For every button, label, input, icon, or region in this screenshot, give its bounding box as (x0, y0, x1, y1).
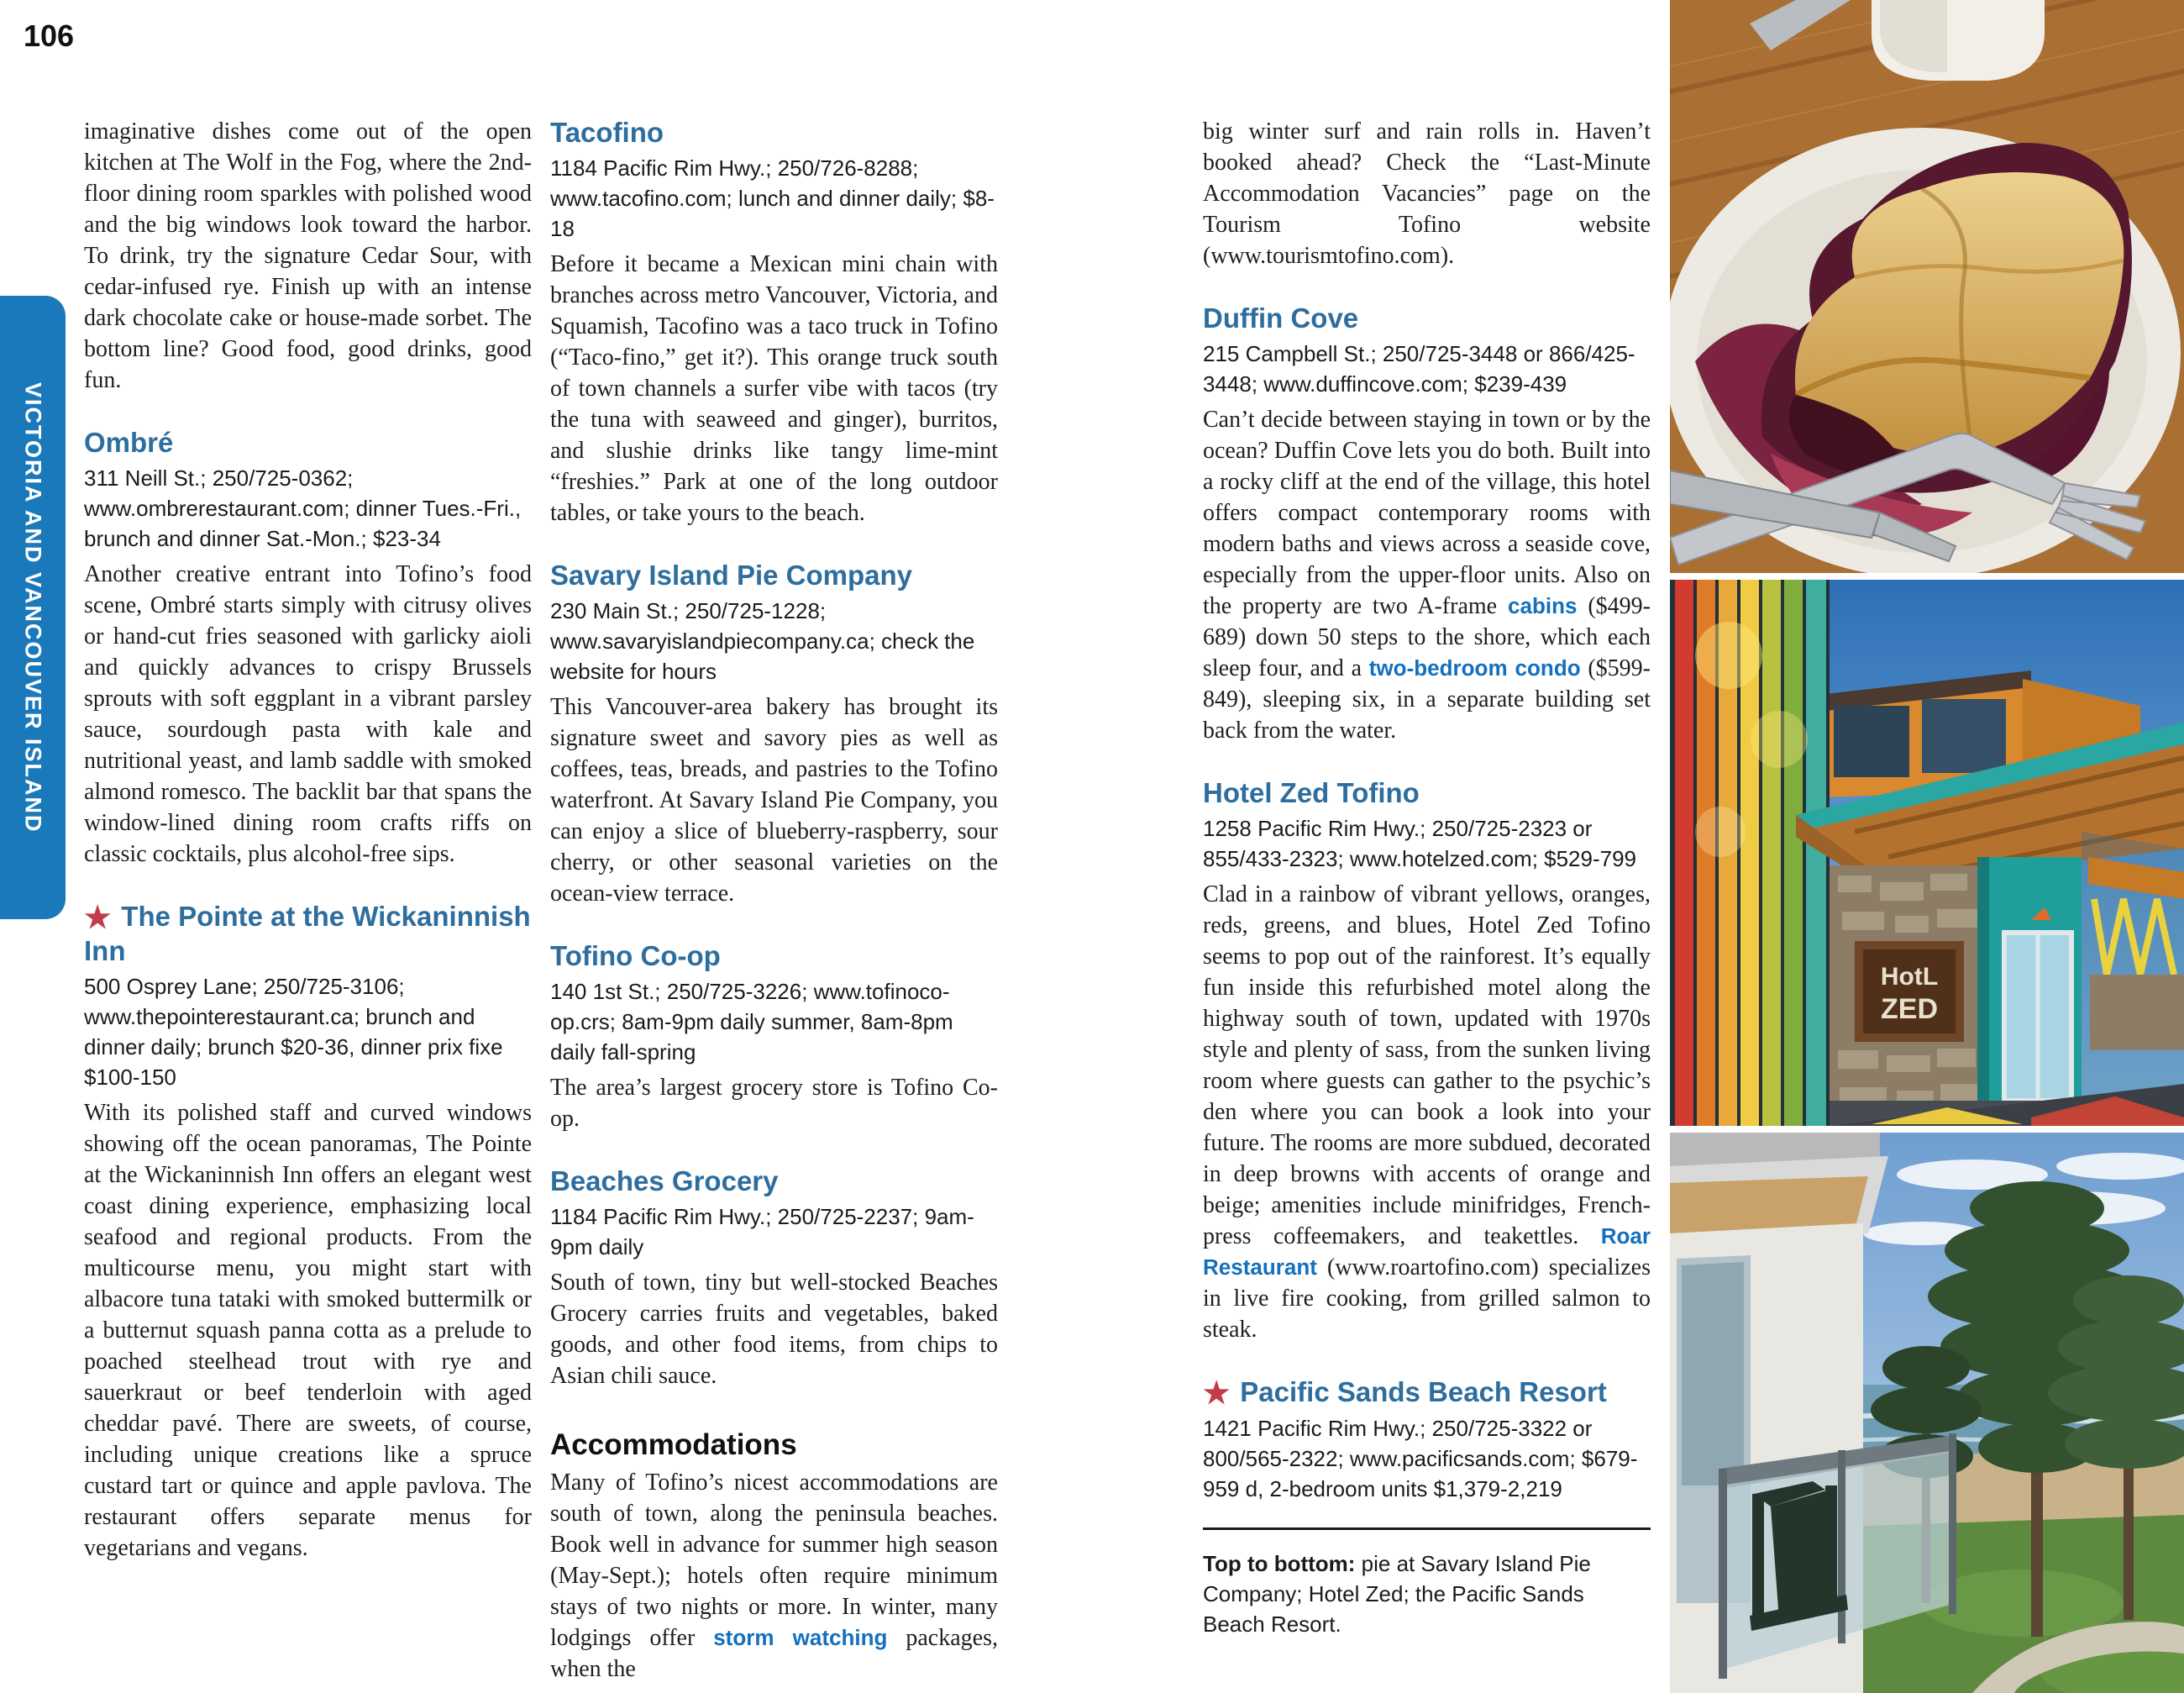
listing-title (1203, 776, 1651, 810)
far-wing (2082, 832, 2184, 1126)
listing-pacific-sands (1203, 1375, 1651, 1504)
listing-ombre (84, 426, 532, 870)
photo-strip (1670, 0, 2184, 1693)
listing-body: Can’t decide between staying in town or by the ocean? Duffin Cove lets you do both. Built into a rocky cliff at the end of the village, this hotel offers compact contemporary rooms with modern baths and views across a seaside cove, especially from the upper-floor units. Also on the property are two A-frame cabins ($499-689) down 50 steps to the shore, which each sleep four, and a two-bedroom condo ($599-849), sleeping six, in a separate building set back from the water. (1203, 407, 1651, 744)
hotel-zed-illustration (1670, 580, 2184, 1126)
listing-details: 1421 Pacific Rim Hwy.; 250/725-3322 or 800/565-2322; www.pacificsands.com; $679-959 d, 2-bedroom units $1,379-2,219 (1203, 1416, 1638, 1501)
listing-title-text: Pacific Sands Beach Resort (1240, 1376, 1607, 1407)
listing-details: 1184 Pacific Rim Hwy.; 250/725-2237; 9am-9pm daily (550, 1204, 974, 1259)
chapter-tab-label: VICTORIA AND VANCOUVER ISLAND (20, 381, 46, 833)
stone-wall (1830, 865, 1989, 1126)
continued-paragraph: imaginative dishes come out of the open kitchen at The Wolf in the Fog, where the 2nd-floor dining room sparkles with polished wood and the big windows look toward the harbor. To drink, try the signature Cedar Sour, with cedar-infused rye. Finish up with an intense dark chocolate cake or house-made sorbet. The bottom line? Good food, good drinks, good fun. (84, 118, 532, 393)
listing-title (84, 900, 532, 968)
listing-title-text: Hotel Zed Tofino (1203, 777, 1420, 808)
star-icon: ★ (1203, 1375, 1231, 1410)
listing-body: This Vancouver-area bakery has brought its signature sweet and savory pies as well as coffees, teas, breads, and pastries to the Tofino waterfront. At Savary Island Pie Company, you can enjoy a slice of blueberry-raspberry, sour cherry, or other seasonal varieties on the ocean-view terrace. (550, 694, 998, 907)
photo-caption: Top to bottom: pie at Savary Island Pie Company; Hotel Zed; the Pacific Sands Beach Resort. (1203, 1551, 1591, 1637)
listing-details: 311 Neill St.; 250/725-0362; www.ombrerestaurant.com; dinner Tues.-Fri., brunch and dinner Sat.-Mon.; $23-34 (84, 465, 522, 551)
listing-title (550, 939, 998, 973)
listing-title-text: Savary Island Pie Company (550, 560, 913, 591)
continued-paragraph: big winter surf and rain rolls in. Haven’t booked ahead? Check the “Last-Minute Accommodation Vacancies” page on the Tourism Tofino website (www.tourismtofino.com). (1203, 118, 1651, 269)
text-column-2 (550, 116, 998, 1685)
listing-savary-island-pie (550, 559, 998, 909)
listing-details: 1184 Pacific Rim Hwy.; 250/726-8288; www.tacofino.com; lunch and dinner daily; $8-18 (550, 155, 995, 241)
listing-details: 1258 Pacific Rim Hwy.; 250/725-2323 or 855/433-2323; www.hotelzed.com; $529-799 (1203, 816, 1637, 871)
coffee-cup (1872, 0, 2045, 81)
listing-body: The area’s largest grocery store is Tofino Co-op. (550, 1075, 998, 1132)
listing-body: With its polished staff and curved windows showing off the ocean panoramas, The Pointe at the Wickaninnish Inn offers an elegant west coast dining experience, emphasizing local seafood and regional products. From the multicourse menu, you might start with albacore tuna tataki with smoked buttermilk or a butternut squash panna cotta as a prelude to poached steelhead trout with rye and sauerkraut or beef tenderloin with aged cheddar pavé. There are sweets, of course, including unique creations like a spruce custard tart or quince and apple pavlova. The restaurant offers separate menus for vegetarians and vegans. (84, 1100, 532, 1561)
listing-title-text: The Pointe at the Wickaninnish Inn (84, 901, 531, 966)
chapter-tab (0, 296, 66, 919)
listing-title (84, 426, 532, 460)
hotel-zed-photo (1670, 580, 2184, 1126)
listing-pointe-wickaninnish (84, 900, 532, 1564)
listing-body: South of town, tiny but well-stocked Beaches Grocery carries fruits and vegetables, baked goods, and other food items, from chips to Asian chili sauce. (550, 1270, 998, 1389)
listing-body: Clad in a rainbow of vibrant yellows, oranges, reds, greens, and blues, Hotel Zed Tofino seems to pop out of the rainforest. It’s equally fun inside this refurbished motel along the highway south of town, updated with 1970s style and plenty of sass, from the sunken living room where guests can gather to the psychic’s den where you can book a look into your future. The rooms are more subdued, decorated in deep browns with accents of orange and beige; amenities include minifridges, French-press coffeemakers, and teakettles. Roar Restaurant (www.roartofino.com) specializes in live fire cooking, from grilled salmon to steak. (1203, 881, 1651, 1343)
star-icon: ★ (84, 900, 112, 934)
listing-title (550, 559, 998, 592)
text-column-1 (84, 116, 532, 1564)
caption-divider (1203, 1527, 1651, 1530)
page-number: 106 (24, 18, 75, 53)
listing-details: 140 1st St.; 250/725-3226; www.tofinoco-op.crs; 8am-9pm daily summer, 8am-8pm daily fall-spring (550, 979, 953, 1065)
svg-text:ZED: ZED (1881, 993, 1938, 1025)
listing-title (1203, 1375, 1651, 1410)
listing-title-text: Beaches Grocery (550, 1165, 779, 1196)
pacific-sands-photo (1670, 1133, 2184, 1693)
listing-title-text: Tacofino (550, 117, 664, 148)
svg-text:HotL: HotL (1880, 963, 1939, 991)
listing-duffin-cove (1203, 302, 1651, 746)
listing-details: 215 Campbell St.; 250/725-3448 or 866/425-3448; www.duffincove.com; $239-439 (1203, 341, 1635, 397)
listing-details: 500 Osprey Lane; 250/725-3106; www.thepointerestaurant.ca; brunch and dinner daily; brunch $20-36, dinner prix fixe $100-150 (84, 974, 503, 1090)
accommodations-paragraph: Many of Tofino’s nicest accommodations are south of town, along the peninsula beaches. Book well in advance for summer high season (May-Sept.); hotels often require minimum stays of two nights or more. In winter, many lodgings offer storm watching packages, when the (550, 1470, 998, 1682)
listing-tofino-coop (550, 939, 998, 1134)
rainbow-facade (1670, 580, 1830, 1126)
hotel-zed-sign (1855, 941, 1964, 1042)
listing-body: Another creative entrant into Tofino’s food scene, Ombré starts simply with citrusy olives or hand-cut fries seasoned with garlicky aioli and quickly advances to crispy Brussels sprouts with soft eggplant in a vibrant parsley sauce, sourdough pasta with kale and nutritional yeast, and lamb saddle with smoked almond romesco. The backlit bar that spans the window-lined dining room crafts riffs on classic cocktails, plus alcohol-free sips. (84, 561, 532, 867)
listing-details: 230 Main St.; 250/725-1228; www.savaryislandpiecompany.ca; check the website for hours (550, 598, 975, 684)
entrance (1977, 857, 2082, 1126)
listing-title-text: Duffin Cove (1203, 302, 1359, 334)
pie-photo-illustration (1670, 0, 2184, 573)
listing-title (550, 1165, 998, 1198)
text-column-3 (1203, 116, 1651, 1639)
listing-title (550, 116, 998, 150)
pie-photo (1670, 0, 2184, 573)
listing-title-text: Ombré (84, 427, 174, 458)
listing-title (1203, 302, 1651, 335)
pacific-sands-illustration (1670, 1133, 2184, 1693)
listing-title-text: Tofino Co-op (550, 940, 721, 971)
listing-beaches-grocery (550, 1165, 998, 1391)
listing-body: Before it became a Mexican mini chain with branches across metro Vancouver, Victoria, and Squamish, Tacofino was a taco truck in Tofino (“Taco-fino,” get it?). This orange truck south of town channels a surfer vibe with tacos (try the tuna with seaweed and ginger), burritos, and slushie drinks like tangy lime-mint “freshies.” Park at one of the long outdoor tables, or take yours to the beach. (550, 251, 998, 526)
listing-tacofino (550, 116, 998, 528)
listing-hotel-zed (1203, 776, 1651, 1345)
section-heading-accommodations: Accommodations (550, 1428, 797, 1461)
